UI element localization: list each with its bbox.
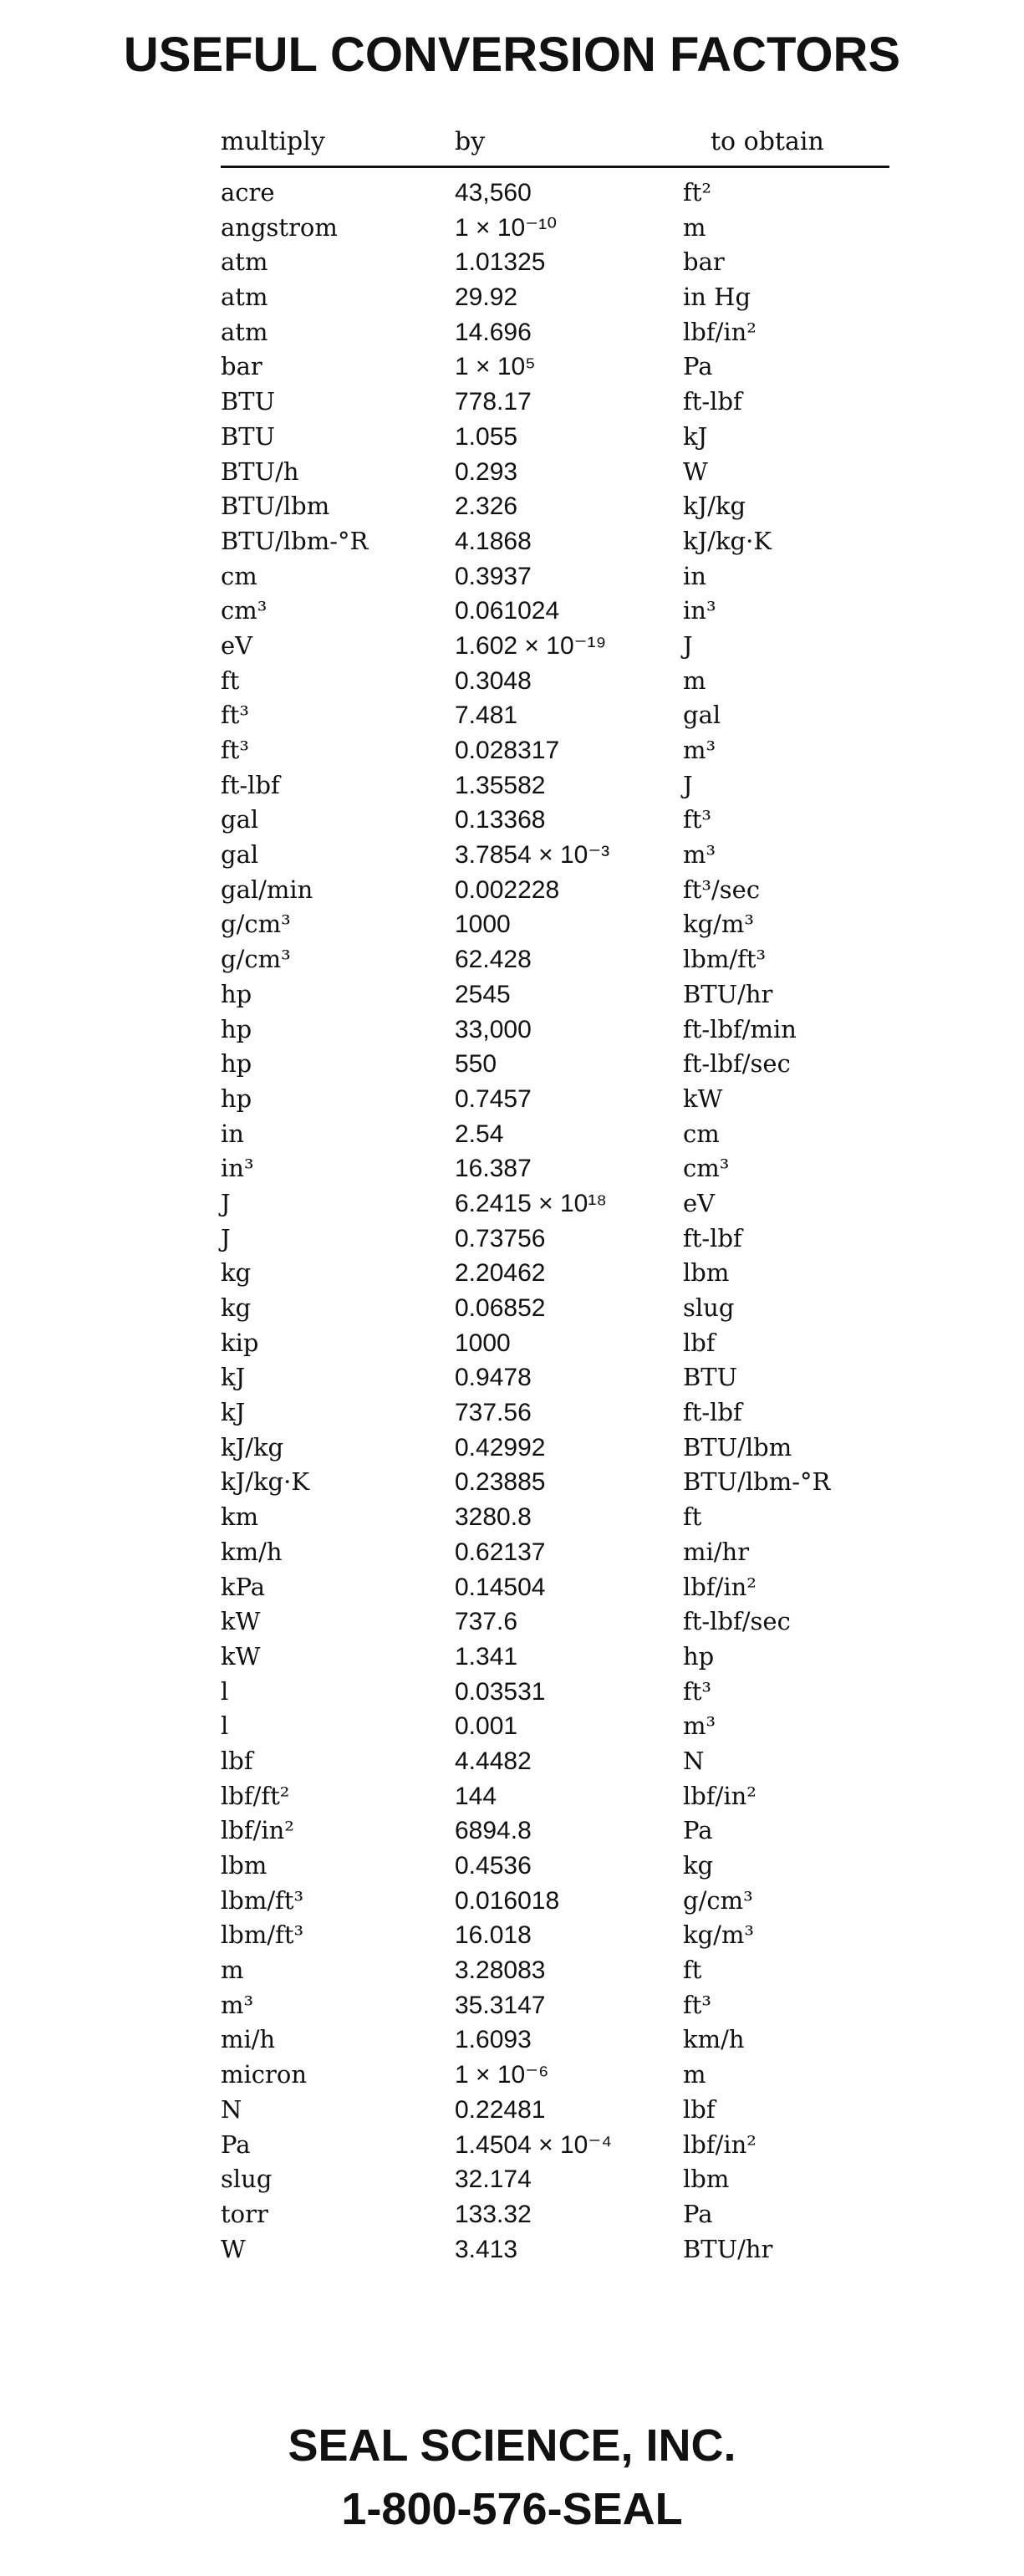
cell-multiply: ft: [221, 666, 240, 695]
cell-multiply: kJ: [221, 1363, 246, 1392]
cell-to-obtain: slug: [683, 1293, 735, 1322]
cell-by: 6.2415 × 10¹⁸: [455, 1189, 607, 1217]
cell-multiply: gal: [221, 805, 259, 834]
cell-multiply: kW: [221, 1641, 261, 1671]
cell-to-obtain: lbf/in²: [683, 1781, 757, 1810]
table-header: [221, 122, 889, 166]
cell-by: 1000: [455, 1329, 511, 1357]
cell-by: 3.413: [455, 2235, 518, 2263]
cell-by: 1.6093: [455, 2026, 532, 2054]
cell-by: 43,560: [455, 179, 532, 207]
cell-to-obtain: lbm: [683, 1258, 730, 1288]
table-row: [221, 1013, 889, 1048]
cell-to-obtain: ft-lbf/sec: [683, 1607, 791, 1636]
cell-multiply: m: [221, 1956, 244, 1985]
table-row: [221, 2023, 889, 2058]
table-row: [221, 1813, 889, 1849]
cell-to-obtain: lbf/in²: [683, 1572, 757, 1601]
table-row: [221, 768, 889, 803]
table-row: [221, 1849, 889, 1884]
table-row: [221, 420, 889, 455]
cell-by: 133.32: [455, 2200, 532, 2228]
table-row: [221, 2162, 889, 2197]
cell-to-obtain: ft-lbf: [683, 1398, 742, 1427]
cell-by: 1.4504 × 10⁻⁴: [455, 2130, 613, 2159]
table-row: [221, 1918, 889, 1953]
cell-by: 0.061024: [455, 597, 560, 625]
cell-by: 2.54: [455, 1120, 504, 1148]
cell-by: 14.696: [455, 318, 532, 346]
table-row: [221, 698, 889, 733]
cell-by: 0.22481: [455, 2095, 546, 2124]
cell-multiply: kJ: [221, 1398, 246, 1427]
cell-to-obtain: kJ/kg·K: [683, 526, 772, 555]
cell-multiply: lbm: [221, 1851, 267, 1880]
table-row: [221, 1222, 889, 1257]
cell-to-obtain: Pa: [683, 352, 713, 381]
cell-multiply: torr: [221, 2199, 268, 2228]
table-row: [221, 489, 889, 524]
cell-by: 737.6: [455, 1608, 518, 1636]
cell-by: 0.42992: [455, 1433, 546, 1461]
table-row: [221, 559, 889, 594]
company-name: SEAL SCIENCE, INC.: [288, 2420, 736, 2471]
table-row: [221, 1151, 889, 1186]
cell-multiply: J: [221, 1223, 231, 1252]
cell-to-obtain: kg/m³: [683, 910, 755, 939]
table-row: [221, 1465, 889, 1500]
cell-to-obtain: kg/m³: [683, 1921, 755, 1950]
cell-to-obtain: lbm: [683, 2165, 730, 2194]
cell-multiply: hp: [221, 979, 252, 1008]
cell-by: 1.01325: [455, 248, 546, 277]
table-row: [221, 524, 889, 559]
cell-multiply: hp: [221, 1014, 252, 1043]
cell-multiply: km/h: [221, 1537, 283, 1566]
cell-by: 0.001: [455, 1712, 518, 1741]
cell-multiply: cm³: [221, 596, 267, 625]
page-title: USEFUL CONVERSION FACTORS: [123, 28, 901, 82]
cell-by: 3280.8: [455, 1503, 532, 1532]
cell-to-obtain: N: [683, 1746, 705, 1775]
cell-by: 4.1868: [455, 527, 532, 555]
table-row: [221, 1082, 889, 1117]
table-row: [221, 1291, 889, 1326]
cell-to-obtain: in³: [683, 596, 716, 625]
cell-by: 7.481: [455, 701, 518, 730]
table-body: [221, 176, 889, 2267]
table-row: [221, 1988, 889, 2023]
table-row: [221, 1604, 889, 1640]
header-divider: [221, 166, 889, 168]
cell-to-obtain: ft-lbf/min: [683, 1014, 797, 1043]
cell-to-obtain: ft: [683, 1956, 702, 1985]
cell-multiply: lbm/ft³: [221, 1921, 304, 1950]
header-by: by: [455, 127, 486, 156]
cell-by: 778.17: [455, 388, 532, 416]
cell-to-obtain: cm³: [683, 1154, 730, 1183]
table-row: [221, 2197, 889, 2232]
cell-to-obtain: ft³/sec: [683, 875, 761, 904]
cell-to-obtain: BTU/hr: [683, 2234, 773, 2263]
cell-by: 550: [455, 1050, 497, 1079]
table-row: [221, 1431, 889, 1466]
cell-by: 0.62137: [455, 1538, 546, 1566]
cell-to-obtain: lbf/in²: [683, 2130, 757, 2159]
cell-to-obtain: Pa: [683, 2199, 713, 2228]
table-row: [221, 1640, 889, 1675]
cell-to-obtain: g/cm³: [683, 1885, 753, 1915]
cell-to-obtain: lbm/ft³: [683, 945, 767, 974]
table-row: [221, 1395, 889, 1431]
cell-multiply: N: [221, 2094, 242, 2124]
table-row: [221, 664, 889, 699]
table-row: [221, 1675, 889, 1710]
cell-to-obtain: kJ: [683, 421, 708, 451]
cell-to-obtain: eV: [683, 1188, 716, 1217]
table-row: [221, 385, 889, 420]
cell-multiply: lbf: [221, 1746, 253, 1775]
table-row: [221, 1779, 889, 1814]
table-row: [221, 245, 889, 280]
cell-to-obtain: m³: [683, 736, 716, 764]
cell-by: 1.35582: [455, 771, 546, 799]
cell-to-obtain: bar: [683, 247, 725, 277]
cell-by: 0.4536: [455, 1852, 532, 1880]
cell-by: 2545: [455, 980, 511, 1008]
cell-to-obtain: ft-lbf/sec: [683, 1049, 791, 1079]
cell-by: 0.028317: [455, 737, 560, 764]
table-row: [221, 2232, 889, 2267]
cell-by: 2.20462: [455, 1259, 546, 1288]
cell-multiply: ft³: [221, 736, 250, 764]
company-phone: 1-800-576-SEAL: [341, 2484, 683, 2534]
cell-multiply: km: [221, 1502, 259, 1532]
cell-multiply: cm: [221, 561, 257, 590]
table-row: [221, 1186, 889, 1222]
cell-to-obtain: J: [683, 770, 693, 799]
cell-multiply: J: [221, 1188, 231, 1217]
cell-by: 0.002228: [455, 875, 560, 904]
cell-to-obtain: m: [683, 2060, 706, 2089]
table-row: [221, 1709, 889, 1744]
cell-by: 3.28083: [455, 1956, 546, 1985]
cell-multiply: kg: [221, 1258, 252, 1288]
cell-to-obtain: lbf: [683, 2094, 716, 2124]
cell-multiply: atm: [221, 247, 268, 277]
cell-to-obtain: in Hg: [683, 283, 751, 312]
table-row: [221, 733, 889, 768]
cell-by: 1.055: [455, 422, 518, 451]
cell-multiply: kPa: [221, 1572, 266, 1601]
table-row: [221, 280, 889, 315]
cell-multiply: lbf/ft²: [221, 1781, 290, 1810]
cell-to-obtain: gal: [683, 701, 721, 730]
cell-by: 0.3937: [455, 562, 532, 590]
cell-by: 0.016018: [455, 1886, 560, 1915]
table-row: [221, 211, 889, 246]
cell-by: 1 × 10⁵: [455, 353, 536, 381]
cell-multiply: ft³: [221, 701, 250, 730]
table-row: [221, 1744, 889, 1779]
cell-multiply: lbf/in²: [221, 1816, 294, 1845]
cell-to-obtain: m³: [683, 1711, 716, 1741]
table-row: [221, 315, 889, 350]
cell-to-obtain: lbf: [683, 1328, 716, 1357]
header-multiply: multiply: [221, 127, 325, 156]
cell-by: 3.7854 × 10⁻³: [455, 841, 610, 870]
table-row: [221, 629, 889, 664]
cell-to-obtain: J: [683, 630, 693, 660]
cell-by: 1.602 × 10⁻¹⁹: [455, 631, 607, 660]
cell-to-obtain: m³: [683, 840, 716, 870]
table-row: [221, 1535, 889, 1570]
cell-multiply: gal: [221, 840, 259, 870]
cell-by: 0.7457: [455, 1084, 532, 1113]
table-row: [221, 838, 889, 873]
cell-by: 2.326: [455, 492, 518, 521]
cell-multiply: g/cm³: [221, 945, 291, 974]
cell-by: 62.428: [455, 946, 532, 974]
cell-by: 144: [455, 1782, 497, 1810]
cell-by: 35.3147: [455, 1991, 546, 2019]
header-to-obtain: to obtain: [711, 127, 824, 156]
table-row: [221, 1884, 889, 1919]
cell-multiply: BTU/lbm-°R: [221, 526, 369, 555]
cell-by: 0.06852: [455, 1294, 546, 1322]
table-row: [221, 907, 889, 942]
cell-to-obtain: lbf/in²: [683, 317, 757, 346]
cell-multiply: kJ/kg: [221, 1432, 284, 1461]
cell-to-obtain: BTU: [683, 1363, 738, 1392]
table-row: [221, 1360, 889, 1395]
cell-to-obtain: BTU/hr: [683, 979, 773, 1008]
cell-to-obtain: ft²: [683, 178, 712, 207]
table-row: [221, 1500, 889, 1535]
cell-multiply: kg: [221, 1293, 252, 1322]
cell-by: 0.14504: [455, 1573, 546, 1601]
cell-to-obtain: ft³: [683, 1990, 712, 2019]
cell-multiply: Pa: [221, 2130, 251, 2159]
cell-by: 16.018: [455, 1921, 532, 1950]
table-row: [221, 873, 889, 908]
cell-to-obtain: km/h: [683, 2025, 745, 2054]
cell-by: 0.9478: [455, 1364, 532, 1392]
table-row: [221, 176, 889, 211]
table-row: [221, 349, 889, 385]
cell-multiply: m³: [221, 1990, 254, 2019]
table-row: [221, 1047, 889, 1082]
cell-multiply: gal/min: [221, 875, 313, 904]
cell-to-obtain: ft-lbf: [683, 387, 742, 416]
cell-multiply: l: [221, 1676, 229, 1706]
cell-to-obtain: kW: [683, 1084, 723, 1113]
cell-by: 6894.8: [455, 1817, 532, 1845]
cell-multiply: micron: [221, 2060, 308, 2089]
cell-multiply: atm: [221, 317, 268, 346]
cell-to-obtain: ft³: [683, 1676, 712, 1706]
table-row: [221, 1953, 889, 1988]
cell-multiply: BTU/lbm: [221, 492, 330, 521]
cell-to-obtain: m: [683, 212, 706, 242]
table-row: [221, 2093, 889, 2128]
cell-to-obtain: cm: [683, 1119, 720, 1148]
cell-multiply: in: [221, 1119, 244, 1148]
cell-to-obtain: in: [683, 561, 706, 590]
cell-to-obtain: W: [683, 457, 708, 486]
table-row: [221, 2058, 889, 2093]
cell-to-obtain: hp: [683, 1641, 715, 1671]
cell-by: 1000: [455, 911, 511, 939]
cell-multiply: slug: [221, 2165, 273, 2194]
cell-multiply: kJ/kg·K: [221, 1467, 309, 1497]
cell-by: 0.03531: [455, 1677, 546, 1706]
cell-to-obtain: ft-lbf: [683, 1223, 742, 1252]
table-row: [221, 977, 889, 1013]
cell-multiply: atm: [221, 283, 268, 312]
cell-multiply: l: [221, 1711, 229, 1741]
cell-multiply: kW: [221, 1607, 261, 1636]
cell-multiply: angstrom: [221, 212, 338, 242]
table-row: [221, 1326, 889, 1361]
cell-to-obtain: BTU/lbm-°R: [683, 1467, 831, 1497]
table-row: [221, 1256, 889, 1291]
cell-multiply: acre: [221, 178, 275, 207]
cell-by: 1 × 10⁻⁶: [455, 2061, 549, 2089]
table-row: [221, 455, 889, 490]
cell-to-obtain: kg: [683, 1851, 714, 1880]
cell-by: 33,000: [455, 1015, 532, 1043]
cell-to-obtain: Pa: [683, 1816, 713, 1845]
cell-multiply: hp: [221, 1084, 252, 1113]
cell-by: 0.23885: [455, 1468, 546, 1497]
cell-to-obtain: mi/hr: [683, 1537, 750, 1566]
cell-multiply: hp: [221, 1049, 252, 1079]
cell-multiply: BTU: [221, 421, 276, 451]
cell-by: 29.92: [455, 283, 518, 312]
cell-by: 1 × 10⁻¹⁰: [455, 213, 558, 242]
table-row: [221, 1570, 889, 1605]
cell-by: 0.3048: [455, 666, 532, 695]
cell-multiply: mi/h: [221, 2025, 276, 2054]
cell-multiply: bar: [221, 352, 262, 381]
table-row: [221, 803, 889, 838]
cell-multiply: W: [221, 2234, 246, 2263]
cell-to-obtain: BTU/lbm: [683, 1432, 792, 1461]
cell-multiply: lbm/ft³: [221, 1885, 304, 1915]
cell-multiply: eV: [221, 630, 253, 660]
cell-by: 1.341: [455, 1642, 518, 1671]
cell-multiply: g/cm³: [221, 910, 291, 939]
cell-by: 0.13368: [455, 806, 546, 834]
table-row: [221, 942, 889, 977]
cell-multiply: BTU/h: [221, 457, 299, 486]
conversion-table: [221, 122, 889, 2263]
cell-by: 32.174: [455, 2165, 532, 2194]
table-row: [221, 1117, 889, 1152]
cell-to-obtain: m: [683, 666, 706, 695]
cell-multiply: in³: [221, 1154, 254, 1183]
cell-multiply: ft-lbf: [221, 770, 280, 799]
cell-multiply: kip: [221, 1328, 259, 1357]
cell-by: 737.56: [455, 1399, 532, 1427]
table-row: [221, 594, 889, 629]
cell-to-obtain: ft³: [683, 805, 712, 834]
cell-by: 0.293: [455, 457, 518, 486]
table-row: [221, 2128, 889, 2163]
cell-multiply: BTU: [221, 387, 276, 416]
cell-to-obtain: kJ/kg: [683, 492, 746, 521]
cell-by: 16.387: [455, 1155, 532, 1183]
cell-to-obtain: ft: [683, 1502, 702, 1532]
cell-by: 4.4482: [455, 1747, 532, 1775]
cell-by: 0.73756: [455, 1224, 546, 1252]
